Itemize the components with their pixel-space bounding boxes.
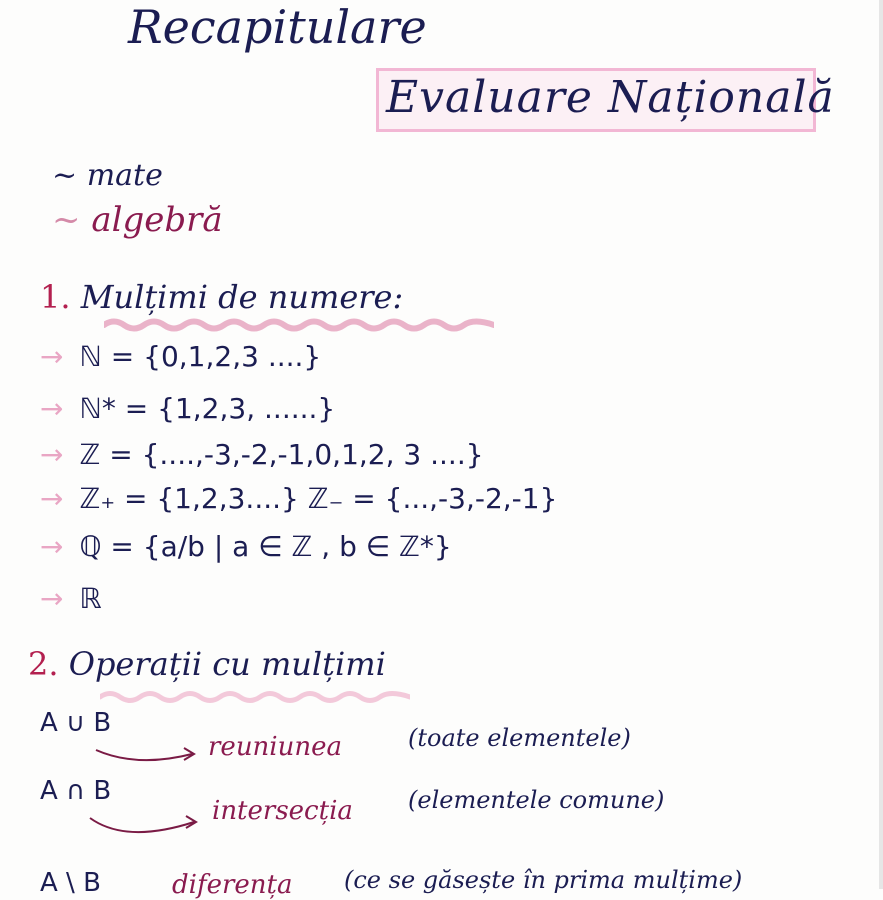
section-heading-2 xyxy=(28,645,386,683)
arrow-icon: → xyxy=(40,392,64,425)
set-definition: ℤ = {....,-3,-2,-1,0,1,2, 3 ....} xyxy=(79,438,484,471)
page-subtitle: Evaluare Națională xyxy=(386,72,835,123)
set-definition: ℕ* = {1,2,3, ......} xyxy=(79,392,336,425)
heading-underline-squiggle xyxy=(100,690,410,704)
section-number: 1. xyxy=(40,278,71,316)
arrow-icon: → xyxy=(40,530,64,563)
curved-arrow-icon xyxy=(92,728,202,768)
page-edge xyxy=(879,0,883,889)
arrow-icon: → xyxy=(40,482,64,515)
section-heading-1 xyxy=(40,278,403,316)
section-heading-text: Operații cu mulțimi xyxy=(68,645,386,683)
operation-description: (elementele comune) xyxy=(408,786,665,814)
tilde-mark: ~ xyxy=(52,158,78,193)
page-title: Recapitulare xyxy=(128,0,427,54)
operation-name: intersecția xyxy=(212,796,353,826)
list-item xyxy=(40,340,321,373)
heading-underline-squiggle xyxy=(104,318,494,332)
subject-tag-algebra xyxy=(52,200,223,240)
tilde-mark: ~ xyxy=(52,200,81,240)
operation-name: diferența xyxy=(172,870,293,900)
subject-tag-label: mate xyxy=(86,158,163,193)
section-heading-text: Mulțimi de numere: xyxy=(80,278,404,316)
set-definition: ℚ = {a/b | a ∈ ℤ , b ∈ ℤ*} xyxy=(79,530,452,563)
list-item xyxy=(40,438,484,471)
list-item xyxy=(40,482,557,515)
operation-description: (ce se găsește în prima mulțime) xyxy=(344,866,743,894)
subject-tag-label: algebră xyxy=(91,200,223,240)
list-item xyxy=(40,582,102,615)
set-definition: ℕ = {0,1,2,3 ....} xyxy=(79,340,322,373)
set-definition: ℤ₊ = {1,2,3....} ℤ₋ = {...,-3,-2,-1} xyxy=(79,482,558,515)
set-definition: ℝ xyxy=(79,582,102,615)
arrow-icon: → xyxy=(40,438,64,471)
subject-tag-math xyxy=(52,158,163,193)
difference-symbol: A \ B xyxy=(40,868,101,898)
operation-name: reuniunea xyxy=(208,732,342,762)
arrow-icon: → xyxy=(40,340,64,373)
list-item xyxy=(40,392,335,425)
union-symbol: A ∪ B xyxy=(40,708,112,738)
section-number: 2. xyxy=(28,645,59,683)
intersection-symbol: A ∩ B xyxy=(40,776,112,806)
list-item xyxy=(40,530,452,563)
operation-description: (toate elementele) xyxy=(408,724,631,752)
arrow-icon: → xyxy=(40,582,64,615)
curved-arrow-icon xyxy=(86,804,206,844)
